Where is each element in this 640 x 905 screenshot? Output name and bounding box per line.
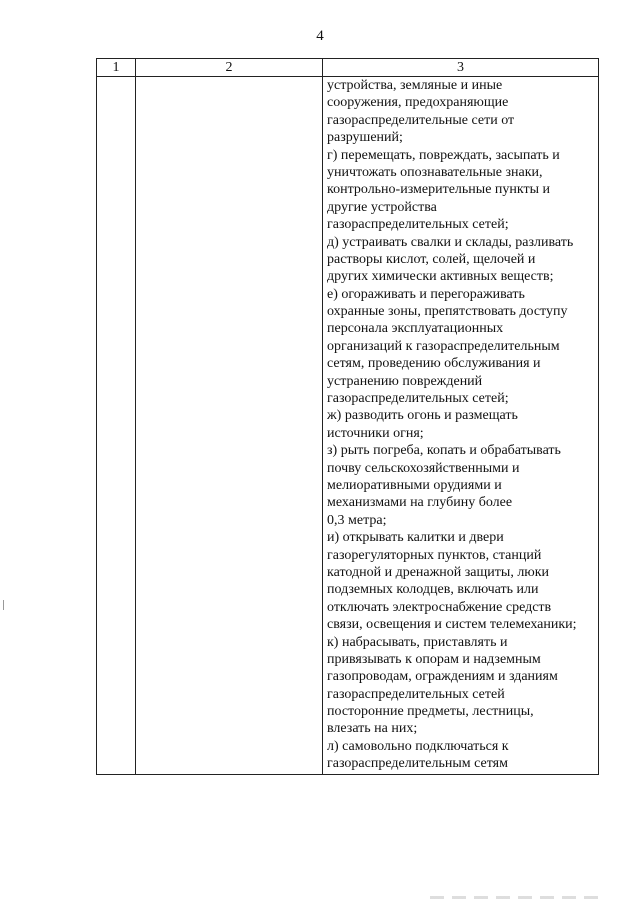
text-line: газораспределительные сети от bbox=[327, 112, 515, 128]
text-line: устройства, земляные и иные bbox=[327, 78, 503, 93]
text-line: подземных колодцев, включать или bbox=[327, 582, 539, 598]
text-line: разрушений; bbox=[327, 130, 403, 146]
faded-footer-marks bbox=[430, 896, 600, 899]
text-line: газопроводам, ограждениям и зданиям bbox=[327, 669, 558, 685]
table-row bbox=[97, 77, 599, 775]
text-line: отключать электроснабжение средств bbox=[327, 599, 552, 615]
text-line: з) рыть погреба, копать и обрабатывать bbox=[327, 443, 561, 459]
document-table bbox=[96, 58, 599, 775]
page-number: 4 bbox=[316, 28, 324, 44]
column-header-1: 1 bbox=[97, 59, 136, 77]
text-line: д) устраивать свалки и склады, разливать bbox=[327, 234, 574, 250]
text-line: уничтожать опознавательные знаки, bbox=[327, 164, 543, 180]
cell-col-2 bbox=[136, 77, 323, 775]
text-line: контрольно-измерительные пункты и bbox=[327, 182, 551, 198]
cell-col-1 bbox=[97, 77, 136, 775]
text-line: другие устройства bbox=[327, 199, 437, 215]
prohibitions-text bbox=[323, 77, 598, 773]
text-line: к) набрасывать, приставлять и bbox=[327, 634, 508, 650]
table-header-row bbox=[97, 59, 599, 77]
text-line: сетям, проведению обслуживания и bbox=[327, 356, 541, 372]
text-line: привязывать к опорам и надземным bbox=[327, 651, 541, 667]
text-line: других химически активных веществ; bbox=[327, 269, 554, 285]
text-line: влезать на них; bbox=[327, 721, 418, 737]
text-line: растворы кислот, солей, щелочей и bbox=[327, 251, 536, 267]
column-header-2: 2 bbox=[136, 59, 323, 77]
text-line: связи, освещения и систем телемеханики; bbox=[327, 617, 577, 633]
text-line: охранные зоны, препятствовать доступу bbox=[327, 304, 568, 320]
text-line: устранению повреждений bbox=[327, 373, 483, 389]
cell-col-3 bbox=[323, 77, 599, 775]
text-line: газораспределительных сетей; bbox=[327, 391, 509, 407]
scan-mark bbox=[3, 600, 4, 610]
text-line: е) огораживать и перегораживать bbox=[327, 286, 525, 302]
text-line: катодной и дренажной защиты, люки bbox=[327, 564, 550, 580]
text-line: 0,3 метра; bbox=[327, 512, 387, 528]
text-line: и) открывать калитки и двери bbox=[327, 530, 504, 546]
text-line: газорегуляторных пунктов, станций bbox=[327, 547, 542, 563]
text-line: механизмами на глубину более bbox=[327, 495, 513, 511]
text-line: газораспределительных сетей; bbox=[327, 217, 509, 233]
text-line: сооружения, предохраняющие bbox=[327, 95, 509, 111]
text-line: посторонние предметы, лестницы, bbox=[327, 704, 534, 720]
text-line: источники огня; bbox=[327, 425, 424, 441]
text-line: почву сельскохозяйственными и bbox=[327, 460, 520, 476]
text-line: газораспределительным сетям bbox=[327, 756, 508, 772]
text-line: организаций к газораспределительным bbox=[327, 338, 560, 354]
text-line: ж) разводить огонь и размещать bbox=[327, 408, 518, 424]
text-line: л) самовольно подключаться к bbox=[327, 738, 509, 754]
text-line: газораспределительных сетей bbox=[327, 686, 505, 702]
column-header-3: 3 bbox=[323, 59, 599, 77]
text-line: персонала эксплуатационных bbox=[327, 321, 504, 337]
text-line: мелиоративными орудиями и bbox=[327, 477, 502, 493]
text-line: г) перемещать, повреждать, засыпать и bbox=[327, 147, 560, 163]
